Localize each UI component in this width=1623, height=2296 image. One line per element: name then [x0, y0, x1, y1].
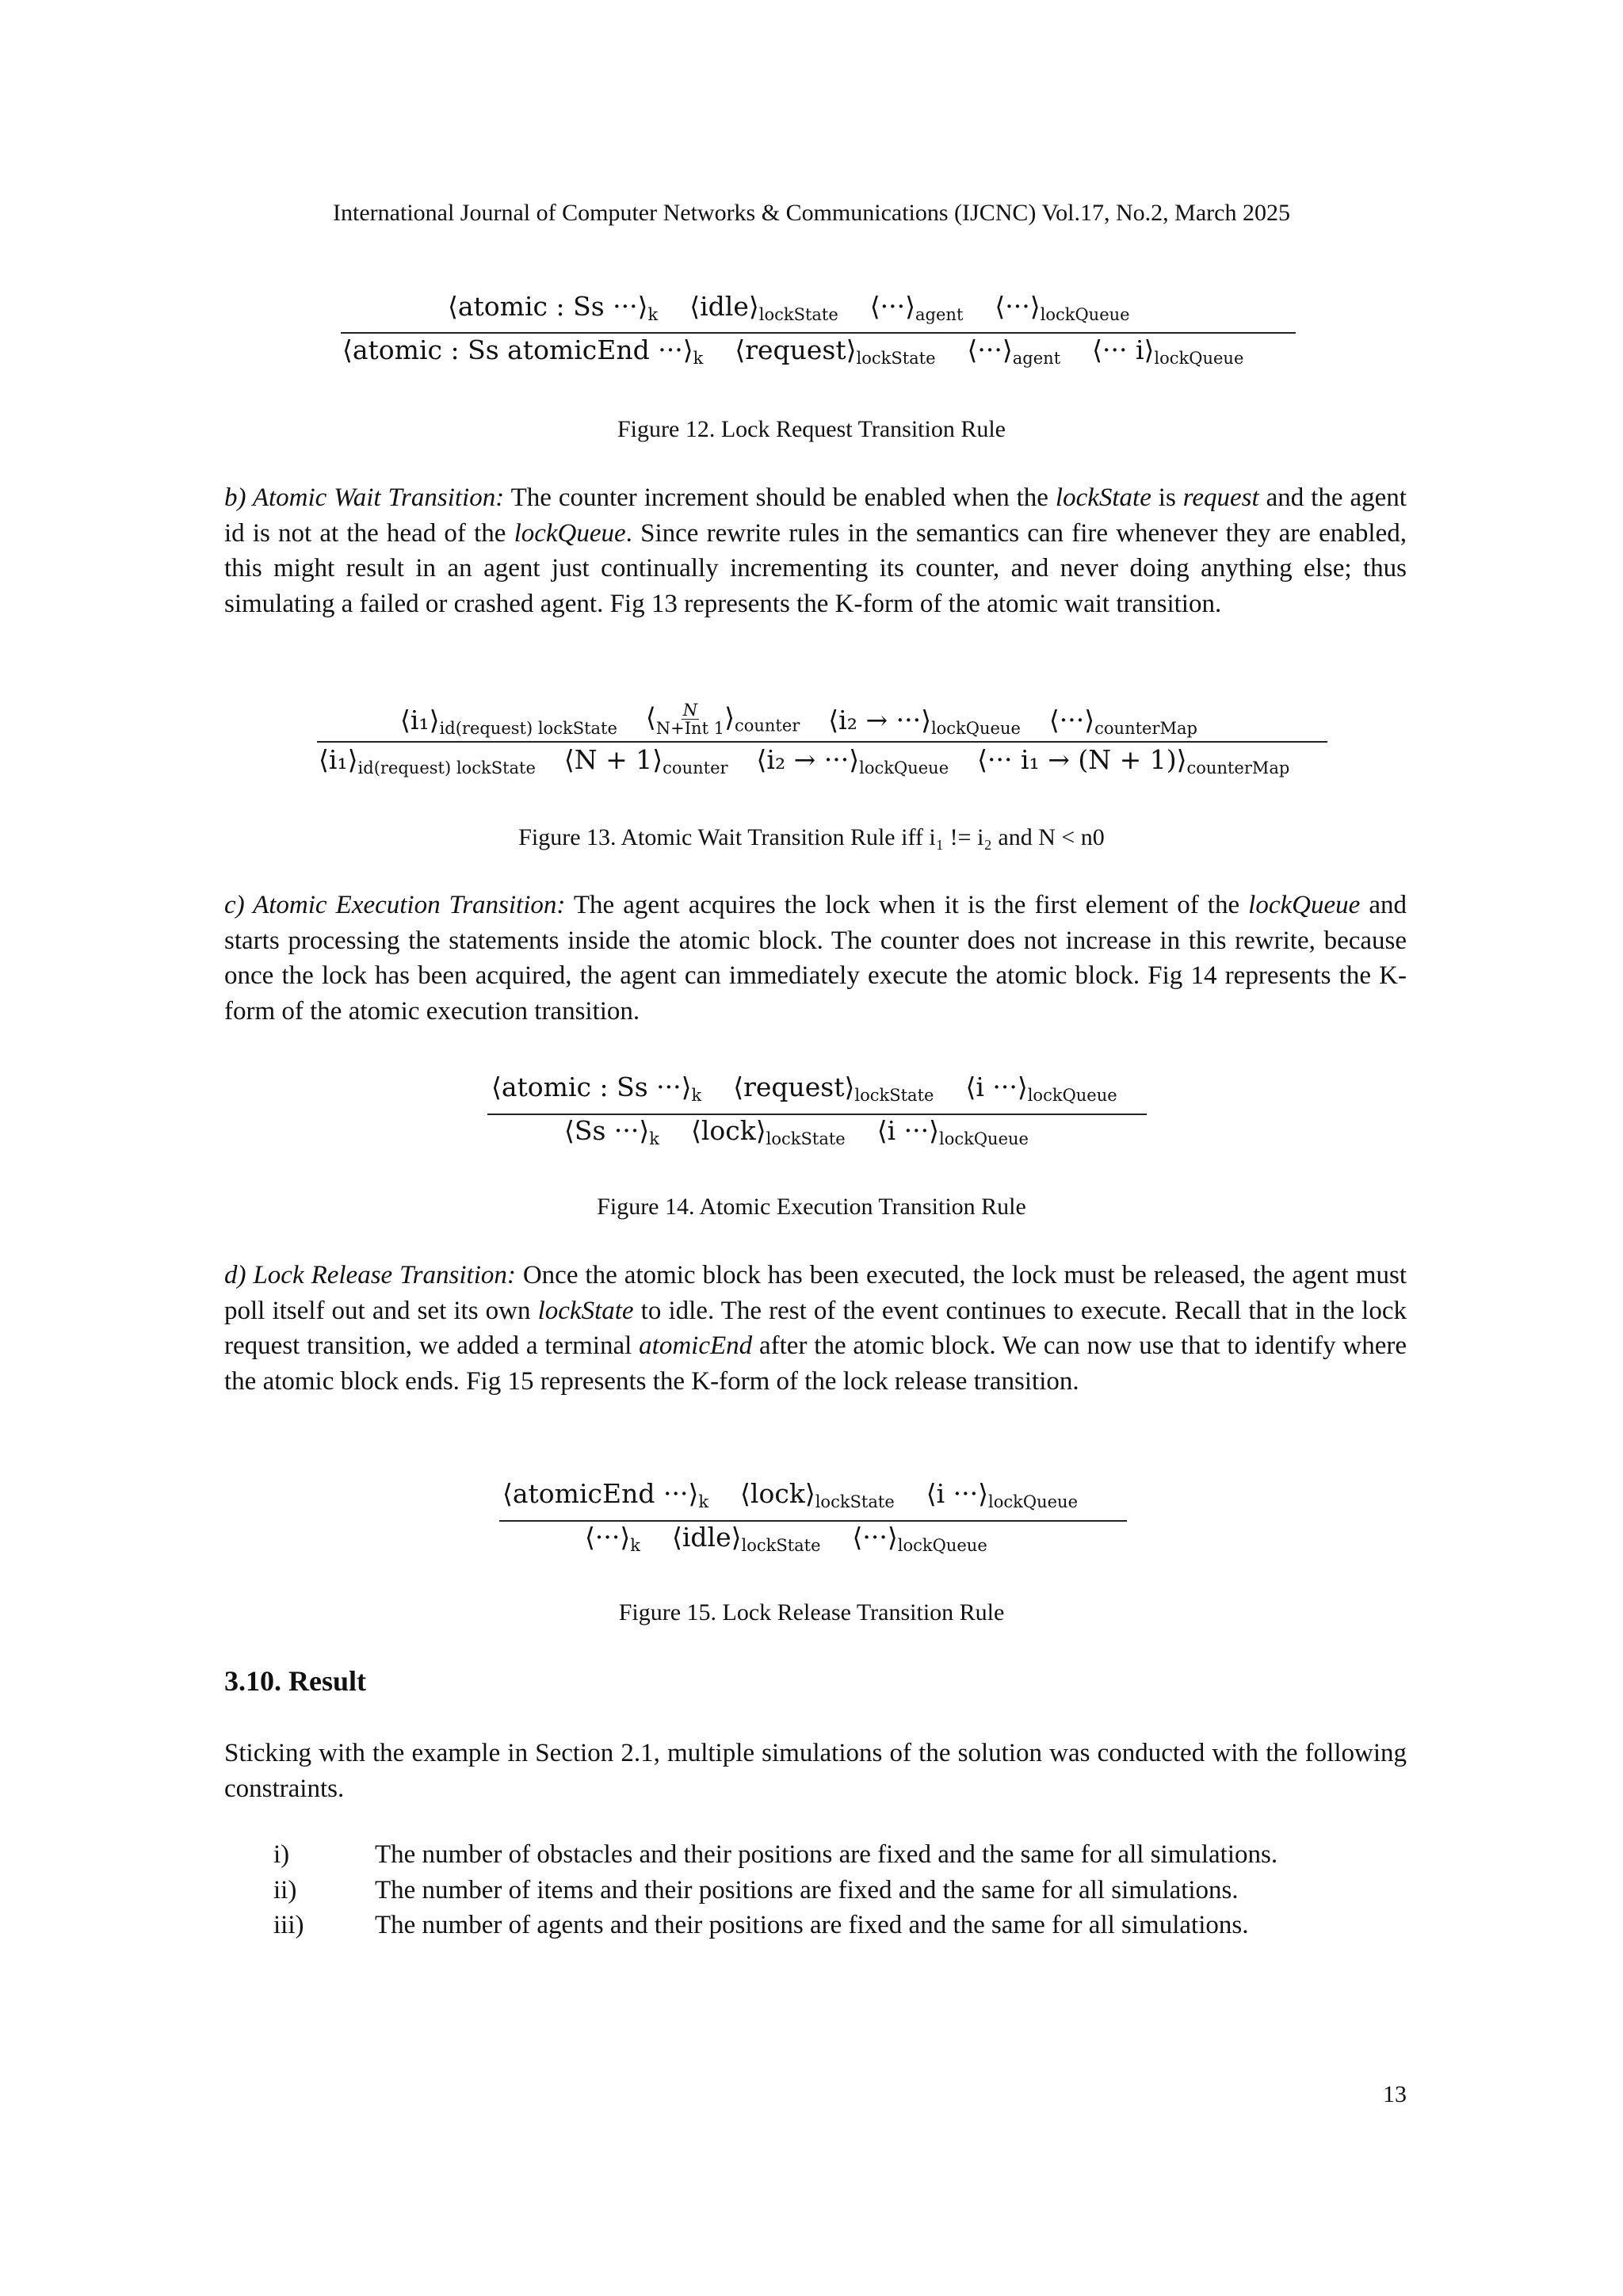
fig12-bottom-cell-lockstate: $⟨request⟩_{lockState}$	[735, 334, 936, 368]
text-run: The agent acquires the lock when it is the first element of the	[565, 891, 1249, 919]
figure-12-caption: Figure 12. Lock Request Transition Rule	[617, 416, 1006, 442]
paragraph-lock-release	[224, 1258, 1407, 1399]
fig15-bottom-cell-lockqueue: $⟨\cdot\cdot\cdot⟩_{lockQueue}$	[852, 1522, 987, 1555]
fig14-bottom-cell-lockstate: $⟨lock⟩_{lockState}$	[691, 1115, 846, 1148]
emphasis: request	[1182, 483, 1259, 512]
list-item-number: iii)	[273, 1911, 304, 1939]
fig12-bottom-cell-agent: $⟨\cdot\cdot\cdot⟩_{agent}$	[967, 334, 1061, 368]
text-run: is	[1151, 483, 1183, 512]
emphasis: lockQueue	[1248, 891, 1361, 919]
list-item	[224, 1837, 1407, 1873]
emphasis: lockQueue	[514, 518, 626, 548]
paragraph-atomic-wait	[224, 480, 1407, 621]
list-item	[224, 1873, 1407, 1908]
fig15-bottom-cell-k: $⟨\cdot\cdot\cdot⟩_k$	[585, 1522, 640, 1555]
fig13-bottom-cell-counter: ⟨N + $1⟩_{counter}$	[563, 744, 728, 777]
fig12-rule-bar	[341, 332, 1296, 334]
emphasis: lockState	[537, 1296, 634, 1325]
fig15-top-cell-lockqueue: ⟨i $\cdot\cdot\cdot⟩_{lockQueue}$	[926, 1478, 1078, 1511]
paragraph-atomic-execution	[224, 888, 1407, 1029]
fig13-bottom-cell-lockstate: $⟨i_1⟩_{id(request) lockState}$	[319, 744, 536, 777]
figure-14-caption: Figure 14. Atomic Execution Transition Rule	[597, 1194, 1026, 1220]
figure-13-caption: Figure 13. Atomic Wait Transition Rule iff i₁ != i₂ and N < n0	[518, 824, 1105, 850]
section-heading: 3.10. Result	[224, 1665, 366, 1697]
list-item	[224, 1908, 1407, 1943]
fig14-top-cell-lockstate: $⟨request⟩_{lockState}$	[733, 1072, 934, 1105]
fig14-top-cell-lockqueue: ⟨i $\cdot\cdot\cdot⟩_{lockQueue}$	[965, 1072, 1117, 1105]
paragraph-result: Sticking with the example in Section 2.1, multiple simulations of the solution was conducted with the following constraints.	[224, 1739, 1407, 1803]
list-item-text: The number of items and their positions are fixed and the same for all simulations.	[375, 1875, 1239, 1904]
fig15-top-cell-k: ⟨atomicEnd $\cdot\cdot\cdot⟩_k$	[502, 1478, 709, 1511]
list-item-text: The number of agents and their positions are fixed and the same for all simulations.	[375, 1911, 1249, 1939]
emphasis: lockState	[1055, 483, 1151, 512]
fig13-bottom-cell-lockqueue: ⟨i₂ → $\cdot\cdot\cdot⟩_{lockQueue}$	[756, 744, 949, 777]
fig15-top-cell-lockstate: $⟨lock⟩_{lockState}$	[740, 1478, 895, 1511]
paragraph-lead: c) Atomic Execution Transition:	[224, 891, 566, 919]
fig12-top-cell-k: ⟨atomic : $Ss \cdot\cdot\cdot⟩_k$	[448, 291, 659, 324]
fig12-bottom-cell-k: ⟨atomic : Ss atomicEnd $\cdot\cdot\cdot⟩_k$	[342, 334, 704, 368]
paragraph-lead: b) Atomic Wait Transition:	[224, 483, 505, 512]
fig13-fraction: $\frac{N}{\text{N+Int 1}}$	[655, 701, 725, 739]
fig13-rule-bar	[317, 741, 1327, 743]
text-run: The counter increment should be enabled when the	[504, 483, 1056, 512]
fig12-bottom-cell-lockqueue: ⟨··· $i⟩_{lockQueue}$	[1092, 334, 1244, 368]
fig12-top-cell-lockqueue: $⟨\cdot\cdot\cdot⟩_{lockQueue}$	[995, 291, 1130, 324]
fig13-bottom-cell-countermap: ⟨··· $i_1 \to (N + 1)⟩_{counterMap}$	[977, 744, 1290, 777]
constraints-list	[224, 1837, 1407, 1943]
emphasis: atomicEnd	[639, 1331, 753, 1360]
fig12-top-cell-agent: $⟨\cdot\cdot\cdot⟩_{agent}$	[869, 291, 964, 324]
text-run: . Since rewrite rules in the semantics can fire whenever they are enabled, this might result in an agent just continually incrementing its counter, and never doing anything else; thus simulating a failed or crashed agent. Fig 13 represents the K-form of the atomic wait transition.	[224, 518, 1407, 618]
text-run: after the atomic block. We can now use that to identify where the atomic block ends. Fig 15 represents the K-form of the lock release transition.	[224, 1331, 1407, 1396]
fig12-top-cell-lockstate: $⟨idle⟩_{lockState}$	[689, 291, 838, 324]
fig14-top-cell-k: ⟨atomic : $Ss \cdot\cdot\cdot⟩_k$	[491, 1072, 702, 1105]
list-item-number: ii)	[273, 1875, 297, 1904]
page-number: 13	[1383, 2081, 1407, 2107]
fig13-top-cell-lockstate: $⟨i_1⟩_{id(request) lockState}$	[400, 705, 617, 739]
running-header: International Journal of Computer Networks & Communications (IJCNC) Vol.17, No.2, March 2025	[333, 200, 1290, 226]
text-run: and starts processing the statements inside the atomic block. The counter does not increase in this rewrite, because once the lock has been acquired, the agent can immediately execute the atomic block. Fig 14 represents the K-form of the atomic execution transition.	[224, 891, 1407, 1026]
fig15-bottom-cell-lockstate: $⟨idle⟩_{lockState}$	[671, 1522, 821, 1555]
text-run: to idle. The rest of the event continues to execute. Recall that in the lock request transition, we added a terminal	[224, 1296, 1407, 1360]
fig14-bottom-cell-lockqueue: ⟨i $\cdot\cdot\cdot⟩_{lockQueue}$	[876, 1115, 1029, 1148]
fig13-top-cell-lockqueue: ⟨i₂ → $\cdot\cdot\cdot⟩_{lockQueue}$	[828, 705, 1021, 739]
fig13-top-cell-countermap: $⟨\cdot\cdot\cdot⟩_{counterMap}$	[1048, 705, 1197, 739]
list-item-text: The number of obstacles and their positions are fixed and the same for all simulations.	[375, 1840, 1278, 1869]
fig14-bottom-cell-k: ⟨Ss $\cdot\cdot\cdot⟩_k$	[564, 1115, 659, 1148]
figure-15-caption: Figure 15. Lock Release Transition Rule	[618, 1599, 1005, 1626]
fig13-top-cell-counter: ⟨ $\frac{N}{\text{N+Int 1}}$ $⟩_{counter}$	[645, 701, 800, 739]
text-run: and the agent id is not at the head of the	[224, 483, 1407, 548]
paragraph-lead: d) Lock Release Transition:	[224, 1261, 516, 1289]
text-run: Once the atomic block has been executed, the lock must be released, the agent must poll itself out and set its own	[224, 1261, 1407, 1325]
list-item-number: i)	[273, 1840, 290, 1869]
